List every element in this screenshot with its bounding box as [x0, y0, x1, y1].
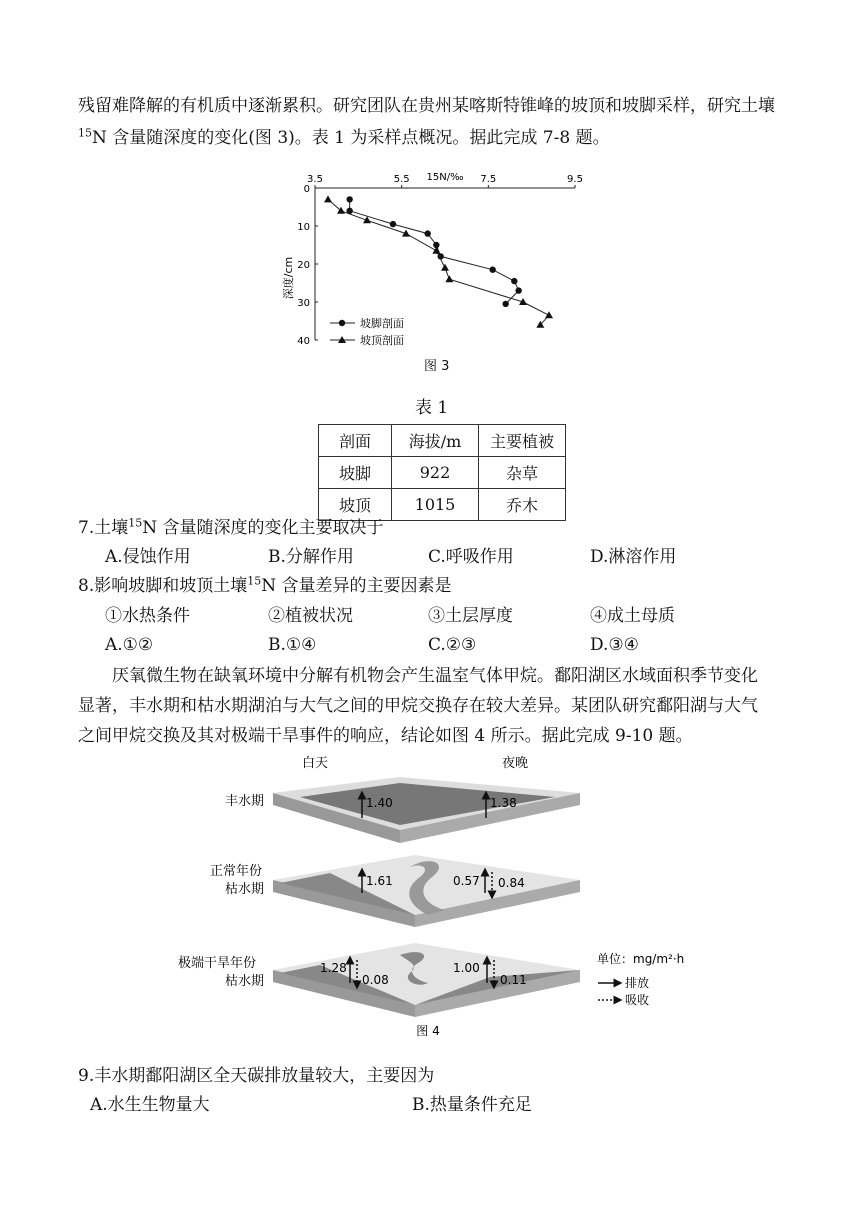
- q8-item-2: ②植被状况: [268, 606, 353, 626]
- q7-option-b: B.分解作用: [268, 547, 354, 567]
- v1-night: 1.38: [490, 796, 517, 810]
- legend-top: 坡顶剖面: [360, 334, 404, 347]
- table-cell: 坡脚: [319, 457, 392, 489]
- q8-sup: 15: [247, 574, 262, 588]
- x-tick-label: 3.5: [307, 174, 323, 185]
- x-axis-title: 15N/‰: [426, 172, 464, 183]
- figure-3-chart: [270, 168, 600, 378]
- q8-item-4: ④成土母质: [590, 606, 675, 626]
- data-point-top: [441, 264, 449, 271]
- col-night: 夜晚: [501, 756, 529, 771]
- row2-label-a: 正常年份: [210, 864, 263, 879]
- q7-stem: [78, 514, 384, 542]
- passage2-line-1: 厌氧微生物在缺氧环境中分解有机物会产生温室气体甲烷。鄱阳湖区水域面积季节变化: [112, 666, 758, 686]
- row1-label: 丰水期: [225, 794, 265, 809]
- v3-night-absorb: 0.11: [500, 973, 527, 987]
- q9-option-a: A.水生生物量大: [90, 1095, 210, 1115]
- q8-item-3: ③土层厚度: [428, 606, 513, 626]
- row3-label-b: 枯水期: [225, 974, 265, 989]
- q7-stem-a: 7.土壤: [78, 518, 129, 538]
- data-point-foot: [424, 230, 430, 236]
- v2-night-emit: 0.57: [453, 874, 480, 888]
- table-header: 海拔/m: [392, 425, 479, 457]
- figure-3-caption: 图 3: [424, 359, 450, 374]
- y-tick-label: 40: [297, 336, 310, 347]
- intro-line-2-text: N 含量随深度的变化(图 3)。表 1 为采样点概况。据此完成 7-8 题。: [92, 128, 610, 148]
- v1-day: 1.40: [366, 796, 393, 810]
- y-axis-title: 深度/cm: [282, 256, 295, 300]
- data-point-foot: [511, 278, 517, 284]
- unit-label: 单位：mg/m²·h: [597, 952, 685, 966]
- table-header-row: [319, 425, 566, 457]
- v2-night-absorb: 0.84: [498, 876, 525, 890]
- row3-label-a: 极端干旱年份: [178, 956, 257, 971]
- data-point-foot: [502, 301, 508, 307]
- figure-4-diagram: [170, 755, 730, 1045]
- intro-line-1: 残留难降解的有机质中逐渐累积。研究团队在贵州某喀斯特锥峰的坡顶和坡脚采样，研究土壤: [78, 96, 775, 116]
- table-cell: 1015: [392, 489, 479, 521]
- q7-sup: 15: [128, 516, 143, 530]
- q7-option-d: D.淋溶作用: [590, 547, 677, 567]
- q8-option-d: D.③④: [590, 635, 639, 655]
- legend: [330, 316, 404, 347]
- passage2-line-2: 显著，丰水期和枯水期湖泊与大气之间的甲烷交换存在较大差异。某团队研究鄱阳湖与大气: [78, 696, 758, 716]
- y-tick-label: 0: [303, 184, 310, 195]
- figure-4-caption: 图 4: [416, 1024, 440, 1038]
- table-header: 主要植被: [479, 425, 566, 457]
- q7-option-c: C.呼吸作用: [428, 547, 514, 567]
- data-point-top: [432, 247, 440, 254]
- q8-stem-b: N 含量差异的主要因素是: [261, 576, 452, 596]
- data-point-top: [445, 275, 453, 282]
- passage2-line-3: 之间甲烷交换及其对极端干旱事件的响应，结论如图 4 所示。据此完成 9-10 题。: [78, 726, 693, 746]
- series-line-2: [328, 199, 549, 324]
- slab-drought-dry: [273, 943, 580, 1017]
- q8-stem-a: 8.影响坡脚和坡顶土壤: [78, 576, 248, 596]
- isotope-superscript: 15: [78, 126, 92, 140]
- data-point-foot: [515, 287, 521, 293]
- q7-option-a: A.侵蚀作用: [105, 547, 191, 567]
- legend-emit: 排放: [625, 976, 650, 990]
- v3-day-emit: 1.28: [320, 961, 347, 975]
- q8-option-a: A.①②: [105, 635, 154, 655]
- data-point-top: [324, 195, 332, 202]
- table-1: [318, 424, 566, 521]
- v2-day: 1.61: [366, 874, 393, 888]
- q8-option-b: B.①④: [268, 635, 317, 655]
- y-tick-label: 20: [297, 260, 310, 271]
- x-tick-label: 7.5: [480, 174, 497, 185]
- data-point-foot: [346, 196, 352, 202]
- slab-normal-dry: [273, 855, 580, 927]
- data-point-top: [545, 311, 553, 318]
- col-day: 白天: [301, 756, 329, 771]
- legend-foot: 坡脚剖面: [360, 317, 404, 330]
- table-cell: 杂草: [479, 457, 566, 489]
- data-point-foot: [489, 267, 495, 273]
- v3-night-emit: 1.00: [453, 961, 480, 975]
- x-tick-label: 5.5: [393, 174, 410, 185]
- legend-absorb: 吸收: [625, 993, 650, 1007]
- table-cell: 922: [392, 457, 479, 489]
- q8-stem: [78, 572, 452, 600]
- table-cell: 坡顶: [319, 489, 392, 521]
- q9-stem: 9.丰水期鄱阳湖区全天碳排放量较大，主要因为: [78, 1066, 435, 1086]
- intro-line-2: [78, 124, 610, 152]
- slab-wet-season: [273, 777, 580, 843]
- table-row: [319, 457, 566, 489]
- row2-label-b: 枯水期: [225, 882, 265, 897]
- y-tick-label: 10: [297, 222, 310, 233]
- q8-option-c: C.②③: [428, 635, 477, 655]
- x-tick-label: 9.5: [567, 174, 583, 185]
- y-tick-label: 30: [297, 298, 310, 309]
- table-1-title: 表 1: [415, 398, 449, 418]
- q8-item-1: ①水热条件: [105, 606, 190, 626]
- data-point-foot: [390, 221, 396, 227]
- q9-option-b: B.热量条件充足: [412, 1095, 532, 1115]
- q7-stem-b: N 含量随深度的变化主要取决于: [142, 518, 384, 538]
- table-header: 剖面: [319, 425, 392, 457]
- table-cell: 乔木: [479, 489, 566, 521]
- v3-day-absorb: 0.08: [362, 973, 389, 987]
